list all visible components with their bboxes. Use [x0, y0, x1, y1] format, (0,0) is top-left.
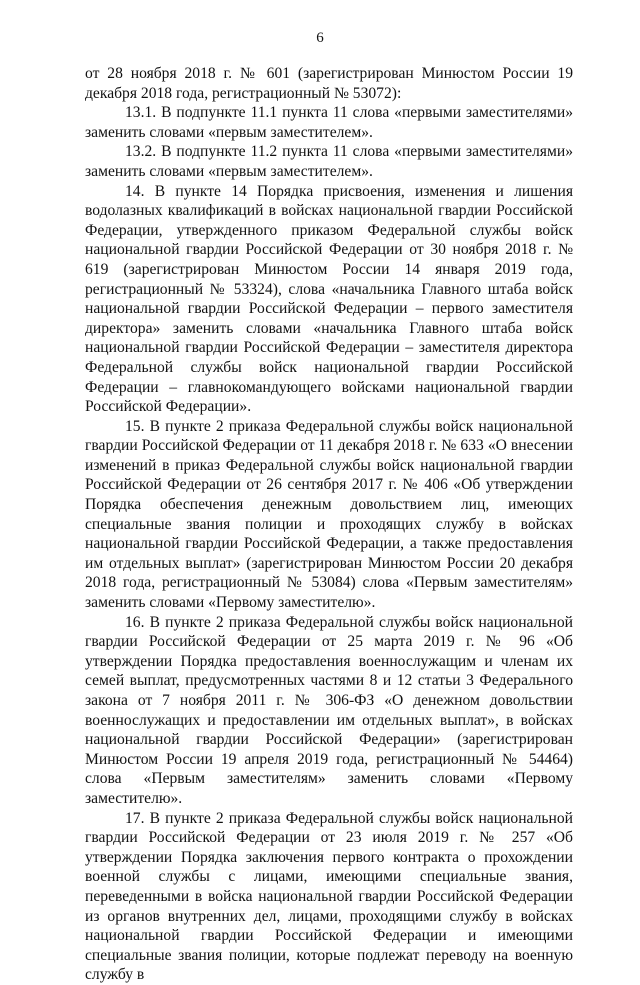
paragraph-continuation: от 28 ноября 2018 г. № 601 (зарегистрирован Минюстом России 19 декабря 2018 года, регистрационный № 53072): [85, 65, 573, 102]
paragraph-item-15: 15. В пункте 2 приказа Федеральной службы войск национальной гвардии Российской Федерации от 11 декабря 2018 г. № 633 «О внесении изменений в приказ Федеральной службы войск национальной гвардии Российской Федерации от 26 сентября 2017 г. № 406 «Об утверждении Порядка обеспечения денежным довольствием лиц, имеющих специальные звания полиции и проходящих службу в войсках национальной гвардии Российской Федерации, а также предоставления им отдельных выплат» (зарегистрирован Минюстом России 20 декабря 2018 года, регистрационный № 53084) слова «Первым заместителям» заменить словами «Первому заместителю». [85, 417, 573, 612]
paragraph-item-13-1: 13.1. В подпункте 11.1 пункта 11 слова «первыми заместителями» заменить словами «первым заместителем». [85, 104, 573, 141]
paragraph-item-16: 16. В пункте 2 приказа Федеральной службы войск национальной гвардии Российской Федерации от 25 марта 2019 г. № 96 «Об утверждении Порядка предоставления военнослужащим и членам их семей выплат, предусмотренных частями 8 и 12 статьи 3 Федерального закона от 7 ноября 2011 г. № 306-ФЗ «О денежном довольствии военнослужащих и предоставлении им отдельных выплат», в войсках национальной гвардии Российской Федерации» (зарегистрирован Минюстом России 19 апреля 2019 года, регистрационный № 54464) слова «Первым заместителям» заменить словами «Первому заместителю». [85, 613, 573, 807]
document-body [85, 64, 573, 985]
paragraph-item-13-2: 13.2. В подпункте 11.2 пункта 11 слова «первыми заместителями» заменить словами «первым заместителем». [85, 143, 573, 180]
paragraph-item-17: 17. В пункте 2 приказа Федеральной службы войск национальной гвардии Российской Федерации от 23 июля 2019 г. № 257 «Об утверждении Порядка заключения первого контракта о прохождении военной службы с лицами, имеющими специальные звания, переведенными в войска национальной гвардии Российской Федерации из органов внутренних дел, лицами, проходящими службу в войсках национальной гвардии Российской Федерации и имеющими специальные звания полиции, которые подлежат переводу на военную службу в [85, 809, 573, 984]
page-number: 6 [316, 30, 324, 46]
paragraph-item-14: 14. В пункте 14 Порядка присвоения, изменения и лишения водолазных квалификаций в войсках национальной гвардии Российской Федерации, утвержденного приказом Федеральной службы войск национальной гвардии Российской Федерации от 30 ноября 2018 г. № 619 (зарегистрирован Минюстом России 14 января 2019 года, регистрационный № 53324), слова «начальника Главного штаба войск национальной гвардии Российской Федерации – первого заместителя директора» заменить словами «начальника Главного штаба войск национальной гвардии Российской Федерации – заместителя директора Федеральной службы войск национальной гвардии Российской Федерации – главнокомандующего войсками национальной гвардии Российской Федерации». [85, 182, 573, 416]
